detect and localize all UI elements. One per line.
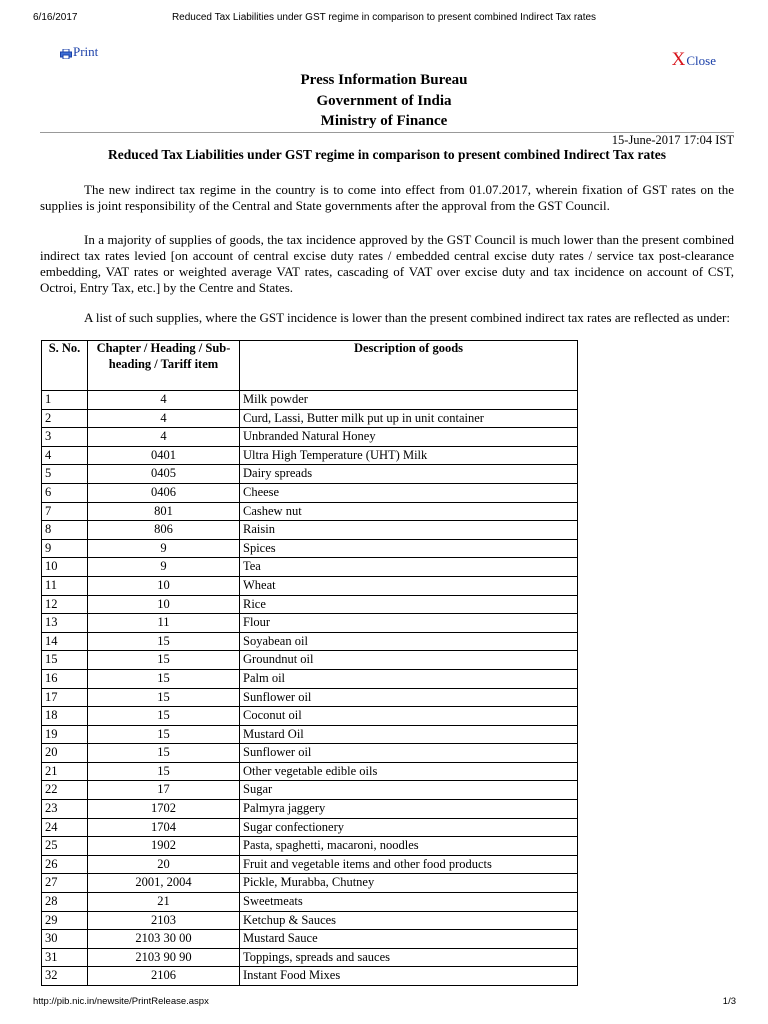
cell-chapter: 11 (88, 614, 240, 633)
cell-description: Cheese (240, 483, 578, 502)
cell-sno: 11 (42, 576, 88, 595)
table-row (42, 465, 578, 484)
table-row (42, 781, 578, 800)
cell-description: Ultra High Temperature (UHT) Milk (240, 446, 578, 465)
cell-chapter: 9 (88, 539, 240, 558)
cell-chapter: 4 (88, 391, 240, 410)
table-row (42, 558, 578, 577)
cell-description: Sunflower oil (240, 688, 578, 707)
table-row (42, 651, 578, 670)
cell-chapter: 2001, 2004 (88, 874, 240, 893)
cell-sno: 29 (42, 911, 88, 930)
cell-sno: 17 (42, 688, 88, 707)
cell-sno: 1 (42, 391, 88, 410)
cell-chapter: 15 (88, 762, 240, 781)
cell-chapter: 0405 (88, 465, 240, 484)
table-row (42, 428, 578, 447)
cell-chapter: 15 (88, 669, 240, 688)
print-link[interactable] (60, 44, 98, 60)
cell-chapter: 15 (88, 725, 240, 744)
cell-chapter: 20 (88, 855, 240, 874)
cell-sno: 22 (42, 781, 88, 800)
cell-description: Rice (240, 595, 578, 614)
cell-chapter: 801 (88, 502, 240, 521)
table-row (42, 800, 578, 819)
cell-chapter: 1704 (88, 818, 240, 837)
table-row (42, 632, 578, 651)
cell-description: Groundnut oil (240, 651, 578, 670)
table-row (42, 669, 578, 688)
printer-icon (60, 47, 72, 57)
table-row (42, 614, 578, 633)
paragraph-1-text: The new indirect tax regime in the country is to come into effect from 01.07.2017, wherein fixation of GST rates on the supplies is joint responsibility of the Central and State governments after the approval from the GST Council. (40, 182, 734, 213)
cell-chapter: 10 (88, 576, 240, 595)
cell-description: Sunflower oil (240, 744, 578, 763)
cell-description: Unbranded Natural Honey (240, 428, 578, 447)
table-row (42, 539, 578, 558)
table-row (42, 688, 578, 707)
cell-description: Palmyra jaggery (240, 800, 578, 819)
table-row (42, 930, 578, 949)
cell-description: Curd, Lassi, Butter milk put up in unit container (240, 409, 578, 428)
cell-description: Mustard Oil (240, 725, 578, 744)
release-date: 15-June-2017 17:04 IST (611, 133, 734, 147)
cell-chapter: 15 (88, 744, 240, 763)
table-row (42, 874, 578, 893)
table-row (42, 744, 578, 763)
cell-sno: 24 (42, 818, 88, 837)
cell-description: Sugar (240, 781, 578, 800)
cell-description: Raisin (240, 521, 578, 540)
cell-chapter: 4 (88, 409, 240, 428)
cell-sno: 15 (42, 651, 88, 670)
cell-sno: 20 (42, 744, 88, 763)
cell-chapter: 2103 30 00 (88, 930, 240, 949)
cell-description: Pasta, spaghetti, macaroni, noodles (240, 837, 578, 856)
cell-chapter: 15 (88, 651, 240, 670)
cell-description: Soyabean oil (240, 632, 578, 651)
paragraph-1 (40, 182, 734, 214)
header-sno: S. No. (42, 341, 88, 391)
table-row (42, 409, 578, 428)
close-icon: X (671, 49, 686, 70)
cell-sno: 25 (42, 837, 88, 856)
table-row (42, 948, 578, 967)
cell-description: Palm oil (240, 669, 578, 688)
table-row (42, 483, 578, 502)
paragraph-3-text: A list of such supplies, where the GST incidence is lower than the present combined indirect tax rates are reflected as under: (84, 310, 730, 325)
cell-chapter: 15 (88, 707, 240, 726)
table-row (42, 911, 578, 930)
cell-description: Sweetmeats (240, 893, 578, 912)
print-header-title: Reduced Tax Liabilities under GST regime in comparison to present combined Indirect Tax rates (171, 12, 597, 23)
table-body (42, 391, 578, 986)
table-row (42, 391, 578, 410)
cell-description: Pickle, Murabba, Chutney (240, 874, 578, 893)
cell-description: Sugar confectionery (240, 818, 578, 837)
org-line-government: Government of India (316, 93, 452, 109)
cell-sno: 10 (42, 558, 88, 577)
cell-sno: 23 (42, 800, 88, 819)
cell-sno: 26 (42, 855, 88, 874)
cell-chapter: 21 (88, 893, 240, 912)
table-row (42, 521, 578, 540)
table-row (42, 818, 578, 837)
footer-page-number: 1/3 (722, 996, 736, 1007)
org-line-ministry: Ministry of Finance (320, 113, 448, 129)
release-heading: Reduced Tax Liabilities under GST regime in comparison to present combined Indirect Tax rates (108, 147, 666, 162)
footer-url: http://pib.nic.in/newsite/PrintRelease.aspx (33, 996, 209, 1007)
cell-sno: 19 (42, 725, 88, 744)
cell-sno: 4 (42, 446, 88, 465)
table-header-row (42, 341, 578, 391)
paragraph-2-text: In a majority of supplies of goods, the tax incidence approved by the GST Council is much lower than the present combined indirect tax rates levied [on account of central excise duty rates / embedded central excise duty rates / service tax post-clearance embedding, VAT rates or weighted average VAT rates, cascading of VAT over excise duty and tax incidence on account of CST, Octroi, Entry Tax, etc.] by the Centre and States. (40, 232, 734, 295)
cell-sno: 2 (42, 409, 88, 428)
table-row (42, 762, 578, 781)
cell-chapter: 1902 (88, 837, 240, 856)
cell-sno: 18 (42, 707, 88, 726)
table-row (42, 446, 578, 465)
cell-chapter: 2106 (88, 967, 240, 986)
close-link[interactable] (672, 49, 716, 71)
cell-sno: 8 (42, 521, 88, 540)
cell-sno: 31 (42, 948, 88, 967)
cell-sno: 7 (42, 502, 88, 521)
cell-chapter: 17 (88, 781, 240, 800)
cell-sno: 5 (42, 465, 88, 484)
table-row (42, 967, 578, 986)
cell-chapter: 4 (88, 428, 240, 447)
cell-description: Coconut oil (240, 707, 578, 726)
table-row (42, 725, 578, 744)
cell-chapter: 10 (88, 595, 240, 614)
cell-chapter: 2103 90 90 (88, 948, 240, 967)
cell-description: Other vegetable edible oils (240, 762, 578, 781)
cell-description: Ketchup & Sauces (240, 911, 578, 930)
paragraph-3 (40, 310, 734, 326)
cell-chapter: 806 (88, 521, 240, 540)
cell-chapter: 9 (88, 558, 240, 577)
cell-description: Toppings, spreads and sauces (240, 948, 578, 967)
cell-sno: 14 (42, 632, 88, 651)
cell-description: Mustard Sauce (240, 930, 578, 949)
cell-description: Spices (240, 539, 578, 558)
paragraph-2 (40, 232, 734, 296)
org-line-bureau: Press Information Bureau (300, 72, 468, 88)
table-row (42, 595, 578, 614)
table-row (42, 502, 578, 521)
cell-sno: 21 (42, 762, 88, 781)
cell-chapter: 15 (88, 688, 240, 707)
cell-description: Wheat (240, 576, 578, 595)
cell-sno: 9 (42, 539, 88, 558)
cell-description: Dairy spreads (240, 465, 578, 484)
table-row (42, 707, 578, 726)
cell-sno: 13 (42, 614, 88, 633)
print-date: 6/16/2017 (33, 12, 78, 23)
close-label: Close (686, 53, 716, 68)
cell-description: Fruit and vegetable items and other food products (240, 855, 578, 874)
cell-chapter: 2103 (88, 911, 240, 930)
cell-sno: 6 (42, 483, 88, 502)
header-description: Description of goods (240, 341, 578, 391)
cell-description: Flour (240, 614, 578, 633)
cell-description: Milk powder (240, 391, 578, 410)
cell-sno: 12 (42, 595, 88, 614)
cell-sno: 28 (42, 893, 88, 912)
table-row (42, 576, 578, 595)
cell-chapter: 0406 (88, 483, 240, 502)
cell-sno: 3 (42, 428, 88, 447)
table-row (42, 893, 578, 912)
cell-chapter: 0401 (88, 446, 240, 465)
cell-chapter: 1702 (88, 800, 240, 819)
cell-description: Instant Food Mixes (240, 967, 578, 986)
table-row (42, 855, 578, 874)
cell-sno: 30 (42, 930, 88, 949)
table-row (42, 837, 578, 856)
goods-table (41, 340, 578, 986)
cell-sno: 27 (42, 874, 88, 893)
cell-chapter: 15 (88, 632, 240, 651)
cell-sno: 16 (42, 669, 88, 688)
cell-description: Tea (240, 558, 578, 577)
header-chapter: Chapter / Heading / Sub-heading / Tariff item (88, 341, 240, 391)
cell-description: Cashew nut (240, 502, 578, 521)
cell-sno: 32 (42, 967, 88, 986)
print-label: Print (73, 44, 99, 59)
